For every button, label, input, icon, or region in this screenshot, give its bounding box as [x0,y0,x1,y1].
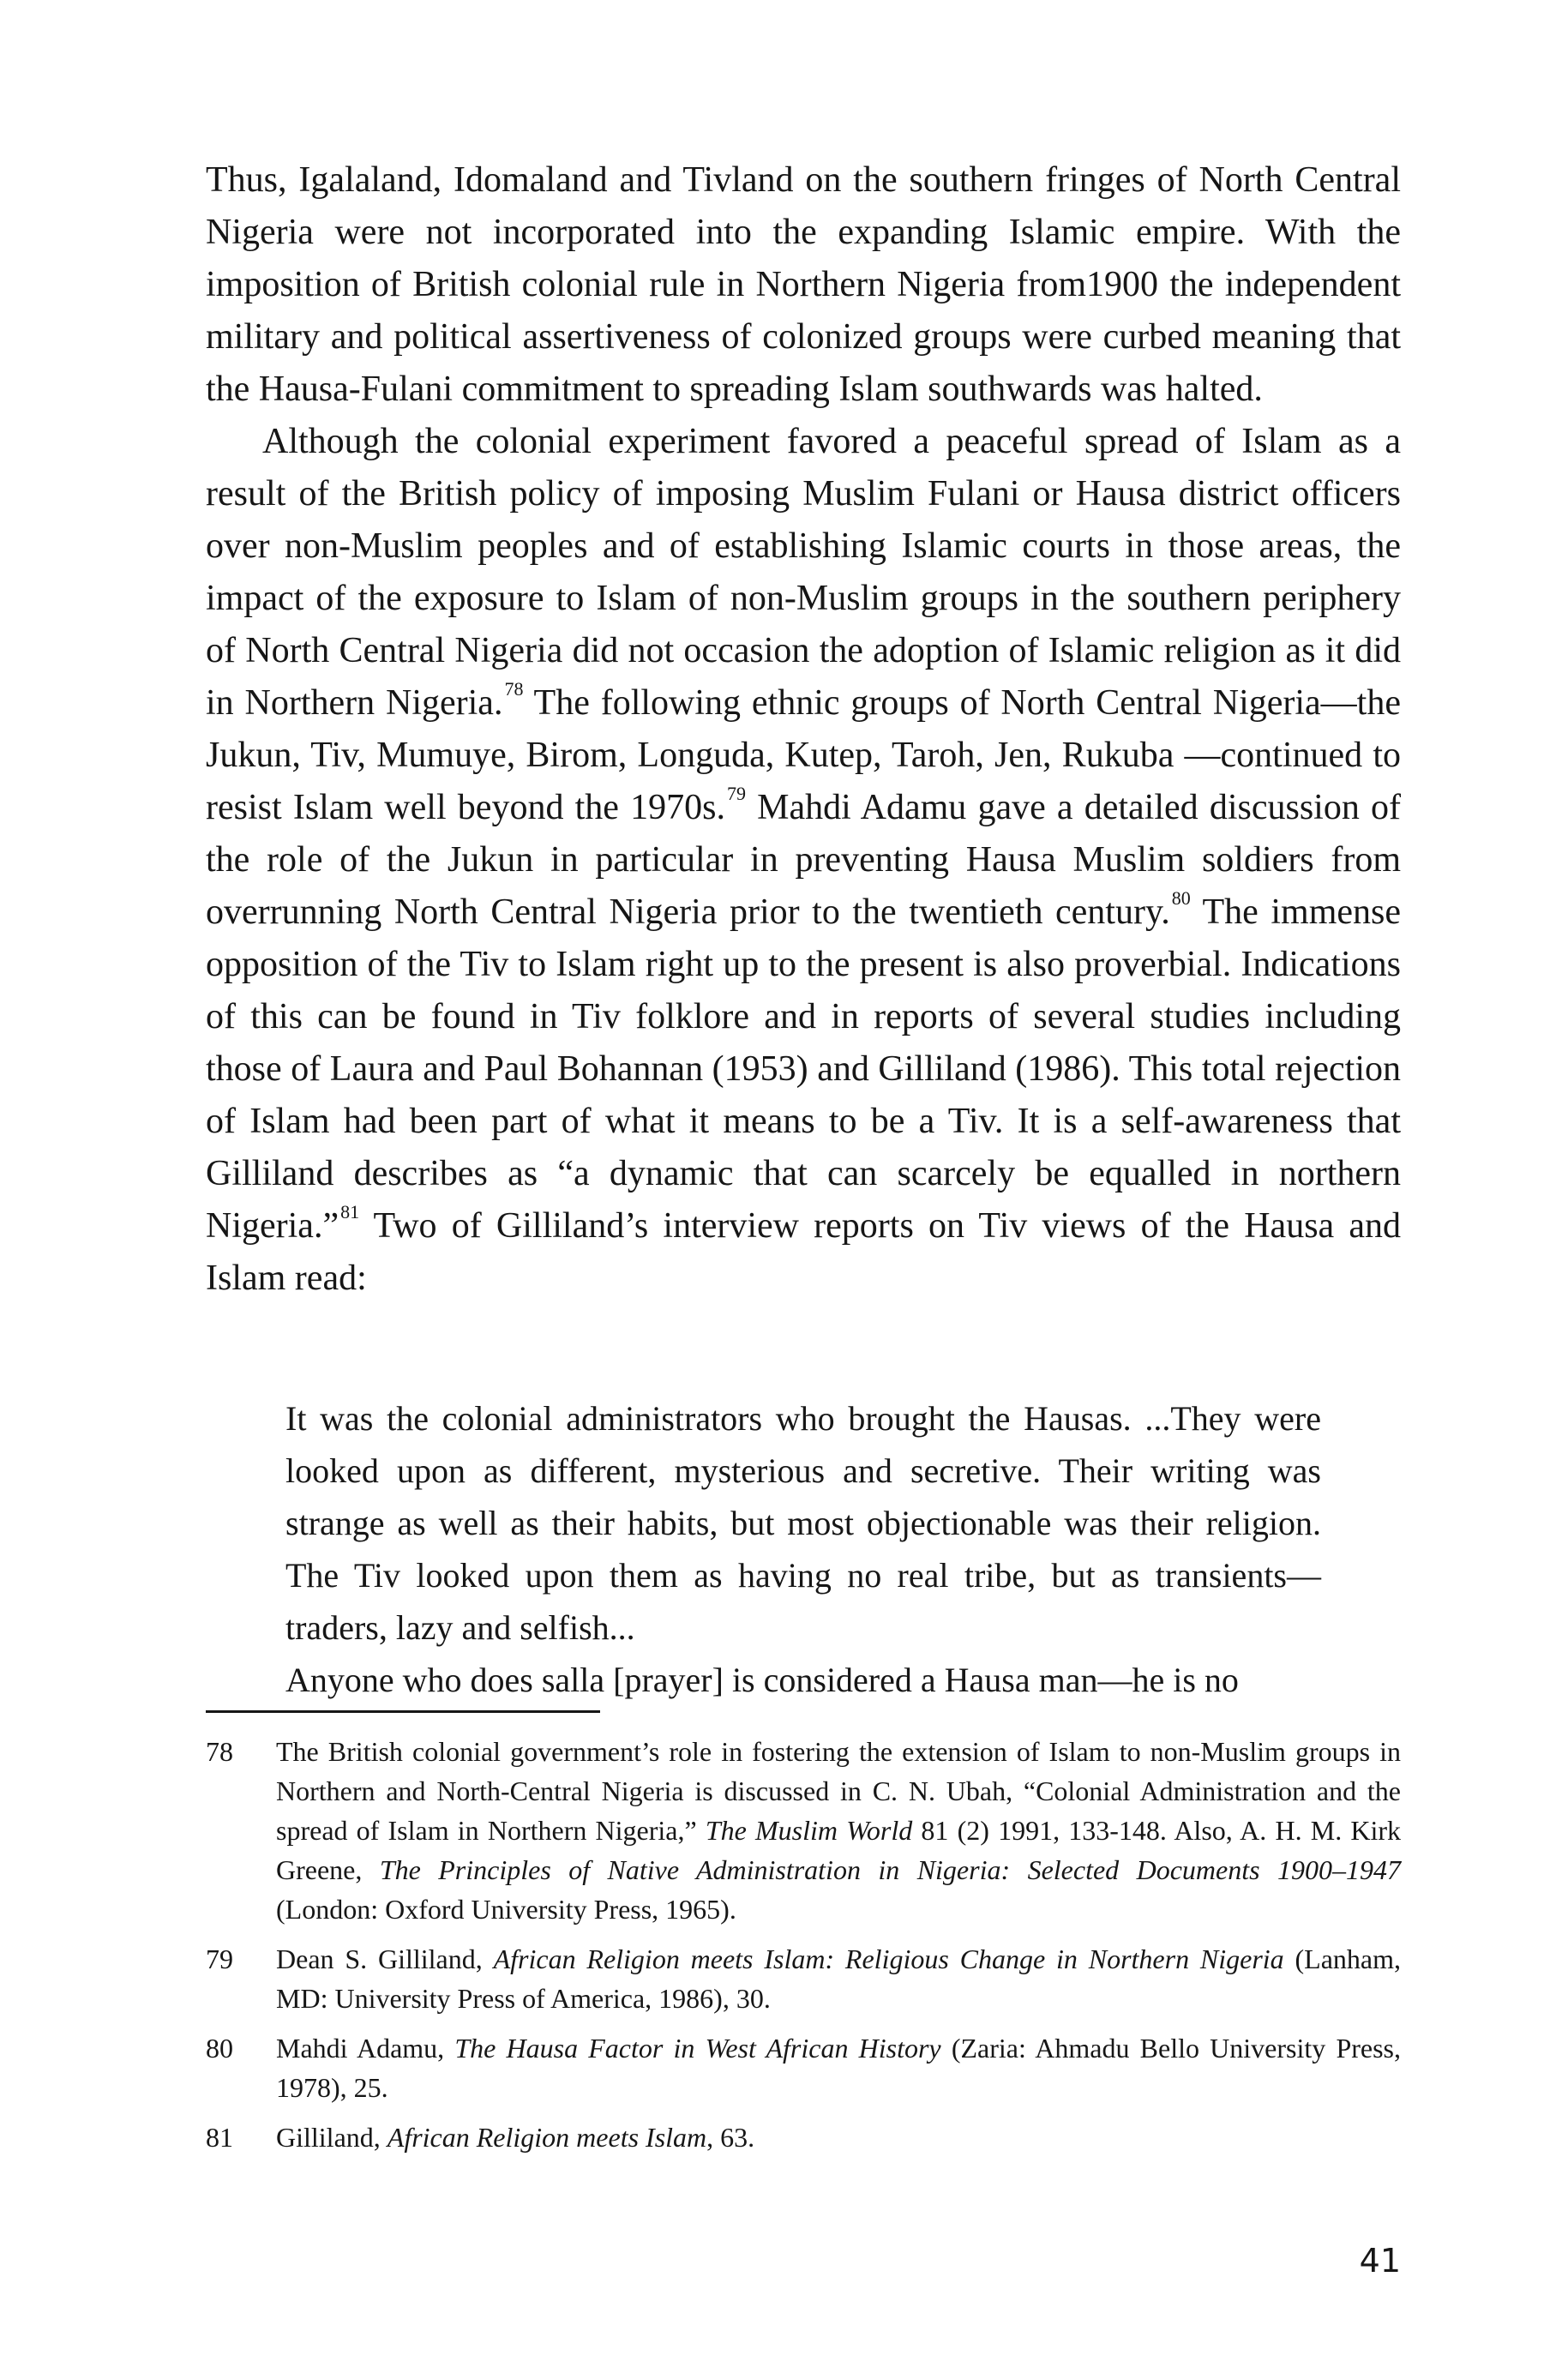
footnote-81 [206,2118,1401,2157]
footnote-text-part: , 63. [706,2122,755,2153]
footnote-ref-80[interactable]: 80 [1171,887,1191,909]
footnote-text [276,2118,1401,2157]
quote-paragraph-1: It was the colonial administrators who brought the Hausas. ...They were looked upon as different, mysterious and secretive. Their writing was strange as well as their habits, but most objectionable was their religion. The Tiv looked upon them as having no real tribe, but as transients—traders, lazy and selfish... [285,1399,1321,1647]
footnote-title: The Principles of Native Administration in Nigeria: Selected Documents 1900–1947 [379,1854,1402,1885]
footnote-ref-78[interactable]: 78 [504,678,524,700]
footnote-80 [206,2028,1401,2107]
footnote-text-part: The British colonial government’s role in fostering the extension of Islam to non-Muslim groups in Northern and North-Central Nigeria is discussed in C. N. Ubah, “Colonial Administration and the spread of Islam in Northern Nigeria,” [276,1736,1401,1846]
footnote-ref-81[interactable]: 81 [340,1201,360,1223]
footnote-title: The Hausa Factor in West African History [454,2033,941,2064]
footnote-number: 78 [206,1736,233,1767]
footnote-title: The Muslim World [705,1815,913,1846]
main-text [206,154,1401,1305]
footnote-text [276,2028,1401,2107]
footnote-number: 81 [206,2122,233,2153]
footnote-title: African Religion meets Islam [387,2122,707,2153]
footnotes [206,1732,1401,2167]
footnote-ref-79[interactable]: 79 [726,783,746,804]
footnote-text-part: 81 (2) 1991, 133-148. Also, A. H. M. Kirk Greene, [276,1815,1402,1885]
footnote-text [276,1732,1401,1929]
paragraph-1-text: Thus, Igalaland, Idomaland and Tivland on the southern fringes of North Central Nigeria were not incorporated into the expanding Islamic empire. With the imposition of British colonial rule in Northern Nigeria from1900 the independent military and political assertiveness of colonized groups were curbed meaning that the Hausa-Fulani commitment to spreading Islam southwards was halted. [206,160,1401,409]
footnote-divider [206,1710,600,1713]
paragraph-1 [206,154,1401,416]
footnote-text [276,1939,1401,2018]
page-number: 41 [1359,2242,1401,2280]
footnote-text-part: Mahdi Adamu, [276,2033,455,2064]
footnote-number: 79 [206,1943,233,1974]
footnote-text-part: Dean S. Gilliland, [276,1943,494,1974]
paragraph-2 [206,416,1401,1305]
quote-paragraph-2: Anyone who does salla [prayer] is considered a Hausa man—he is no [285,1661,1239,1699]
block-quote [285,1392,1321,1706]
footnote-title: African Religion meets Islam: Religious Change in Northern Nigeria [493,1943,1284,1974]
footnote-text-part: (Zaria: Ahmadu Bello University Press, 1978), 25. [276,2033,1402,2103]
footnote-79 [206,1939,1401,2018]
footnote-text-part: (London: Oxford University Press, 1965). [276,1894,736,1925]
footnote-text-part: Gilliland, [276,2122,387,2153]
footnote-number: 80 [206,2033,233,2064]
footnote-text-part: (Lanham, MD: University Press of America, 1986), 30. [276,1943,1402,2014]
paragraph-2-text: The immense opposition of the Tiv to Islam right up to the present is also proverbial. Indications of this can be found in Tiv folklore and in reports of several studies including those of Laura and Paul Bohannan (1953) and Gilliland (1986). This total rejection of Islam had been part of what it means to be a Tiv. It is a self-awareness that Gilliland describes as “a dynamic that can scarcely be equalled in northern Nigeria.” [206,892,1401,1246]
paragraph-2-text: Mahdi Adamu gave a detailed discussion of the role of the Jukun in particular in preventing Hausa Muslim soldiers from overrunning North Central Nigeria prior to the twentieth century. [206,788,1402,932]
footnote-78 [206,1732,1401,1929]
paragraph-2-text: Although the colonial experiment favored a peaceful spread of Islam as a result of the British policy of imposing Muslim Fulani or Hausa district officers over non-Muslim peoples and of establishing Islamic courts in those areas, the impact of the exposure to Islam of non-Muslim groups in the southern periphery of North Central Nigeria did not occasion the adoption of Islamic religion as it did in Northern Nigeria. [206,422,1401,723]
paragraph-2-text: The following ethnic groups of North Central Nigeria—the Jukun, Tiv, Mumuye, Birom, Longuda, Kutep, Taroh, Jen, Rukuba —continued to resist Islam well beyond the 1970s. [206,683,1401,827]
paragraph-2-text: Two of Gilliland’s interview reports on Tiv views of the Hausa and Islam read: [206,1206,1401,1298]
